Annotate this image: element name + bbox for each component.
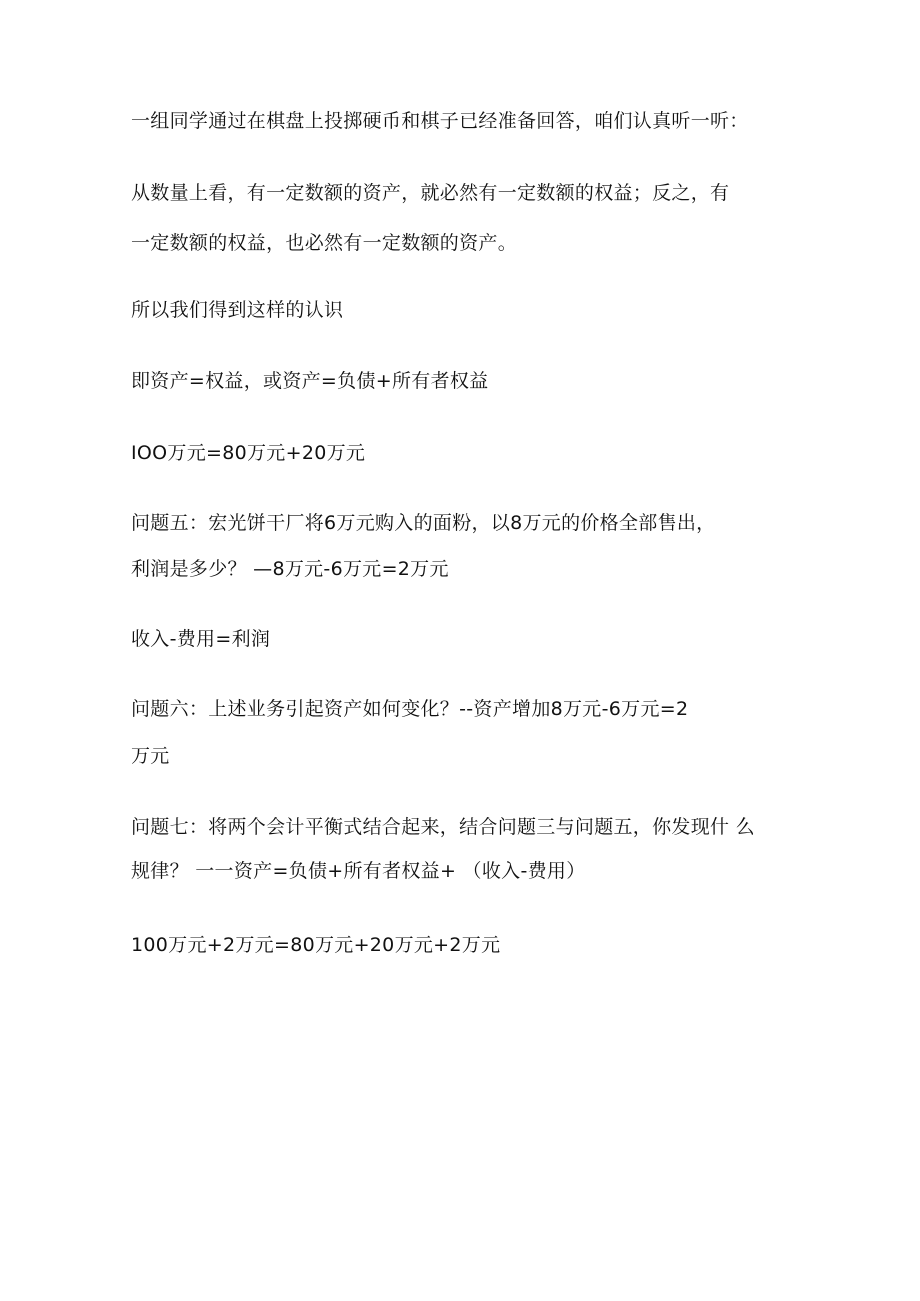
question-seven-line-2: 规律？ 一一资产=负债+所有者权益+ （收入-费用） (131, 860, 586, 882)
question-six-line-2: 万元 (131, 745, 170, 767)
question-seven-line-1: 问题七：将两个会计平衡式结合起来，结合问题三与问题五，你发现什 么 (131, 816, 755, 838)
paragraph-quantity-line-2: 一定数额的权益，也必然有一定数额的资产。 (131, 232, 518, 254)
question-five-line-2: 利润是多少？ —8万元-6万元=2万元 (131, 558, 449, 580)
paragraph-conclusion: 所以我们得到这样的认识 (131, 299, 344, 321)
equation-assets-equity: 即资产=权益，或资产=负债+所有者权益 (131, 370, 489, 392)
paragraph-quantity-line-1: 从数量上看，有一定数额的资产，就必然有一定数额的权益；反之，有 (131, 182, 730, 204)
equation-example-1: IOO万元=80万元+20万元 (131, 442, 366, 464)
equation-example-2: 100万元+2万元=80万元+20万元+2万元 (131, 934, 501, 956)
equation-profit: 收入-费用=利润 (131, 628, 271, 650)
question-five-line-1: 问题五：宏光饼干厂将6万元购入的面粉，以8万元的价格全部售出， (131, 512, 716, 534)
paragraph-intro: 一组同学通过在棋盘上投掷硬币和棋子已经准备回答，咱们认真听一听： (131, 110, 749, 132)
question-six-line-1: 问题六：上述业务引起资产如何变化？--资产增加8万元-6万元=2 (131, 698, 689, 720)
